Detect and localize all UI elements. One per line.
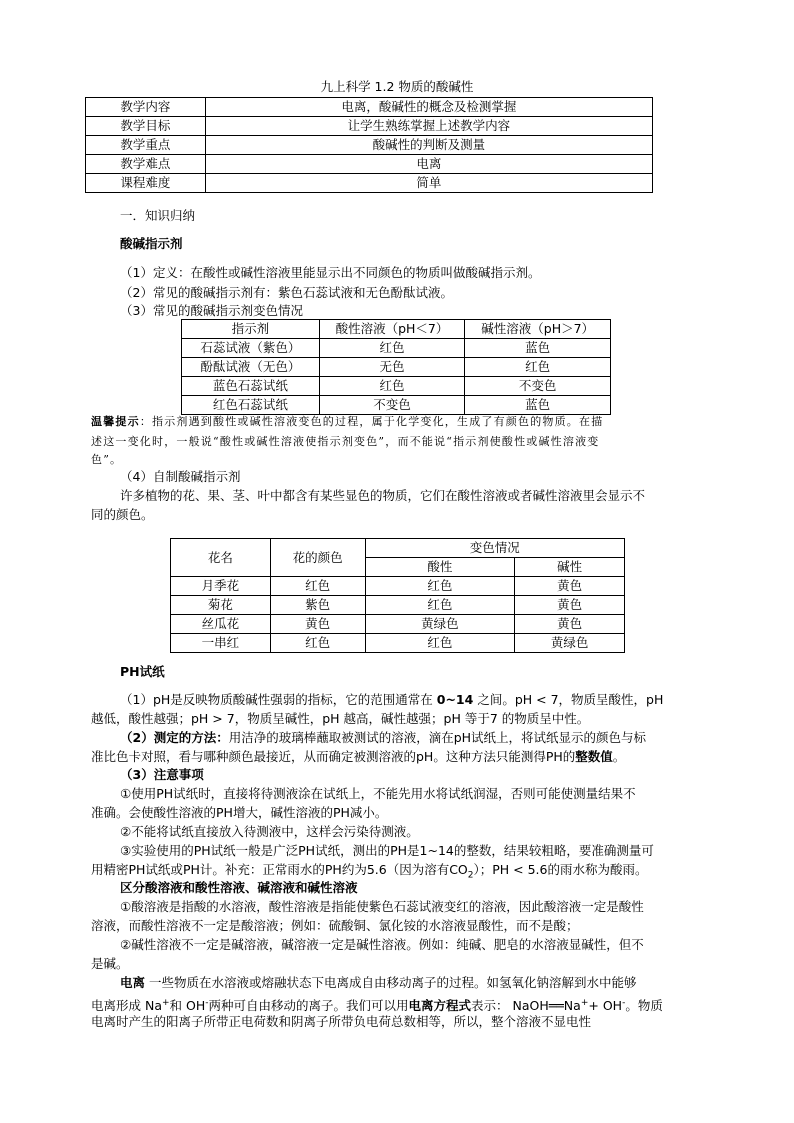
table-cell: 不变色: [319, 396, 465, 415]
note-1-line1: ①使用PH试纸时，直接将待测液涂在试纸上，不能先用水将试纸润湿，否则可能使测量结果不: [120, 786, 636, 801]
table-row: [182, 396, 611, 415]
table-cell: 黄色: [515, 577, 625, 596]
ph-notes-heading: （3）注意事项: [120, 767, 204, 782]
tip-label: 温馨提示: [91, 415, 140, 428]
flower-table: [170, 538, 625, 653]
ionization-line3: 电离时产生的阳离子所带正电荷数和阴离子所带负电荷总数相等，所以，整个溶液不显电性: [91, 1014, 592, 1029]
table-cell: 红色: [365, 596, 515, 615]
table-cell: 红色: [270, 577, 365, 596]
text: 。: [612, 749, 626, 764]
table-header: 碱性溶液（pH＞7）: [465, 320, 611, 339]
table-cell: 黄色: [270, 615, 365, 634]
table-cell: 无色: [319, 358, 465, 377]
table-cell: 红色: [270, 634, 365, 653]
table-cell: 黄色: [515, 615, 625, 634]
text: 表示： NaOH══Na: [471, 998, 581, 1014]
table-row: [171, 596, 625, 615]
ph-method-label: （2）测定的方法：: [120, 730, 229, 745]
note-1-line2: 准确。会使酸性溶液的PH增大，碱性溶液的PH减小。: [91, 805, 388, 820]
table-cell: 丝瓜花: [171, 615, 271, 634]
tip-line-1: [91, 413, 603, 431]
ph-method-line1: [120, 729, 646, 747]
table-row: [171, 615, 625, 634]
table-row: [182, 339, 611, 358]
ph-definition-line2: 越低，酸性越强；pH > 7，物质呈碱性，pH 越高，碱性越强；pH 等于7 的物质呈中性。: [91, 711, 590, 726]
text: （1）pH是反映物质酸碱性强弱的指标，它的范围通常在: [120, 692, 437, 707]
lesson-info-table: [85, 97, 653, 193]
distinguish-2-line2: 是碱。: [91, 956, 129, 971]
superscript: -: [622, 998, 626, 1008]
superscript: +: [161, 998, 170, 1008]
equation-label: 电离方程式: [408, 998, 472, 1014]
table-cell: 蓝色: [465, 339, 611, 358]
table-cell: 月季花: [171, 577, 271, 596]
table-row: [182, 377, 611, 396]
table-row: [86, 98, 653, 117]
text: + OH: [588, 998, 623, 1014]
ph-method-line2: [91, 748, 625, 766]
table-cell: 酸碱性的判断及测量: [205, 136, 652, 155]
paragraph-definition: （1）定义：在酸性或碱性溶液里能显示出不同颜色的物质叫做酸碱指示剂。: [120, 265, 541, 280]
subheading-ph-paper: PH试纸: [120, 664, 165, 679]
note-3-line1: ③实验使用的PH试纸一般是广泛PH试纸，测出的PH是1~14的整数，结果较粗略，要准确测量可: [120, 843, 654, 858]
table-cell: 紫色: [270, 596, 365, 615]
text: 准比色卡对照，看与哪种颜色最接近，从而确定被测溶液的pH。这种方法只能测得PH的: [91, 749, 576, 764]
table-row: [182, 358, 611, 377]
table-row: [171, 577, 625, 596]
ionization-line2: [91, 994, 663, 1015]
table-cell: 黄色: [515, 596, 625, 615]
table-cell: 简单: [205, 174, 652, 193]
table-cell: 电离: [205, 155, 652, 174]
tip-line-3: 色”。: [91, 453, 123, 466]
ionization-label: 电离: [120, 975, 146, 990]
table-cell: 石蕊试液（紫色）: [182, 339, 320, 358]
tip-text: ：指示剂遇到酸性或碱性溶液变色的过程，属于化学变化，生成了有颜色的物质。在描: [139, 415, 604, 428]
table-cell: 课程难度: [86, 174, 206, 193]
superscript: +: [580, 998, 589, 1008]
table-header: 花名: [171, 539, 271, 577]
table-cell: 红色: [365, 577, 515, 596]
distinguish-1-line2: 溶液，而酸性溶液不一定是酸溶液；例如：硫酸铜、氯化铵的水溶液显酸性，而不是酸；: [91, 918, 579, 933]
table-cell: 一串红: [171, 634, 271, 653]
text: ）；PH < 5.6的雨水称为酸雨。: [473, 862, 648, 877]
text: 一些物质在水溶液或熔融状态下电离成自由移动离子的过程。如氢氧化钠溶解到水中能够: [145, 975, 637, 990]
table-cell: 红色: [465, 358, 611, 377]
indicator-table: [181, 319, 611, 415]
distinguish-1-line1: ①酸溶液是指酸的水溶液，酸性溶液是指能使紫色石蕊试液变红的溶液，因此酸溶液一定是酸性: [120, 899, 644, 914]
table-cell: 蓝色: [465, 396, 611, 415]
subheading-indicator: 酸碱指示剂: [120, 236, 183, 251]
table-row: [86, 155, 653, 174]
ph-range: 0~14: [436, 692, 474, 707]
table-cell: 酚酞试液（无色）: [182, 358, 320, 377]
table-header: 酸性: [365, 558, 515, 577]
table-cell: 菊花: [171, 596, 271, 615]
table-cell: 红色: [319, 339, 465, 358]
paragraph-plants-line2: 同的颜色。: [91, 507, 154, 522]
note-2: ②不能将试纸直接放入待测液中，这样会污染待测液。: [120, 824, 419, 839]
section-heading-knowledge: 一．知识归纳: [120, 208, 196, 223]
ionization-line1: [120, 974, 637, 992]
table-header: 酸性溶液（pH＜7）: [319, 320, 465, 339]
text: 之间。pH < 7，物质呈酸性，pH: [473, 692, 664, 707]
text: 。物质: [625, 998, 663, 1014]
table-cell: 黄绿色: [365, 615, 515, 634]
table-cell: 不变色: [465, 377, 611, 396]
text: 两种可自由移动的离子。我们可以用: [208, 998, 409, 1014]
text: 用洁净的玻璃棒蘸取被测试的溶液，滴在pH试纸上，将试纸显示的颜色与标: [228, 730, 647, 745]
table-cell: 红色石蕊试纸: [182, 396, 320, 415]
text: 和 OH: [169, 998, 206, 1014]
distinguish-2-line1: ②碱性溶液不一定是碱溶液，碱溶液一定是碱性溶液。例如：纯碱、肥皂的水溶液显碱性，但不: [120, 937, 644, 952]
paragraph-common-indicators: （2）常见的酸碱指示剂有：紫色石蕊试液和无色酚酞试液。: [120, 285, 453, 300]
paragraph-plants-line1: 许多植物的花、果、茎、叶中都含有某些显色的物质，它们在酸性溶液或者碱性溶液里会显示不: [120, 488, 646, 503]
table-cell: 教学内容: [86, 98, 206, 117]
ph-definition-line1: [120, 691, 663, 709]
table-cell: 教学目标: [86, 117, 206, 136]
table-cell: 教学难点: [86, 155, 206, 174]
table-cell: 红色: [365, 634, 515, 653]
table-row: [86, 117, 653, 136]
table-header-row: [171, 539, 625, 558]
tip-line-2: 述这一变化时，一般说“酸性或碱性溶液使指示剂变色”，而不能说“指示剂使酸性或碱性溶液变: [91, 435, 600, 448]
table-header: 花的颜色: [270, 539, 365, 577]
table-cell: 教学重点: [86, 136, 206, 155]
paragraph-homemade-indicator: （4）自制酸碱指示剂: [120, 469, 241, 484]
distinguish-heading: 区分酸溶液和酸性溶液、碱溶液和碱性溶液: [120, 880, 358, 895]
table-row: [86, 174, 653, 193]
page-title: 九上科学 1.2 物质的酸碱性: [320, 79, 474, 94]
table-row: [171, 634, 625, 653]
table-header-row: [182, 320, 611, 339]
table-cell: 蓝色石蕊试纸: [182, 377, 320, 396]
text: 用精密PH试纸或PH计。补充：正常雨水的PH约为5.6（因为溶有CO: [91, 862, 468, 877]
subscript: 2: [467, 870, 474, 881]
integer-value: 整数值: [575, 749, 613, 764]
text: 电离形成 Na: [91, 998, 162, 1014]
table-cell: 让学生熟练掌握上述教学内容: [205, 117, 652, 136]
table-header: 碱性: [515, 558, 625, 577]
table-cell: 电离，酸碱性的概念及检测掌握: [205, 98, 652, 117]
superscript: -: [205, 998, 209, 1008]
table-cell: 红色: [319, 377, 465, 396]
table-cell: 黄绿色: [515, 634, 625, 653]
table-header: 指示剂: [182, 320, 320, 339]
table-header: 变色情况: [365, 539, 624, 558]
table-row: [86, 136, 653, 155]
paragraph-color-change: （3）常见的酸碱指示剂变色情况: [120, 303, 303, 318]
